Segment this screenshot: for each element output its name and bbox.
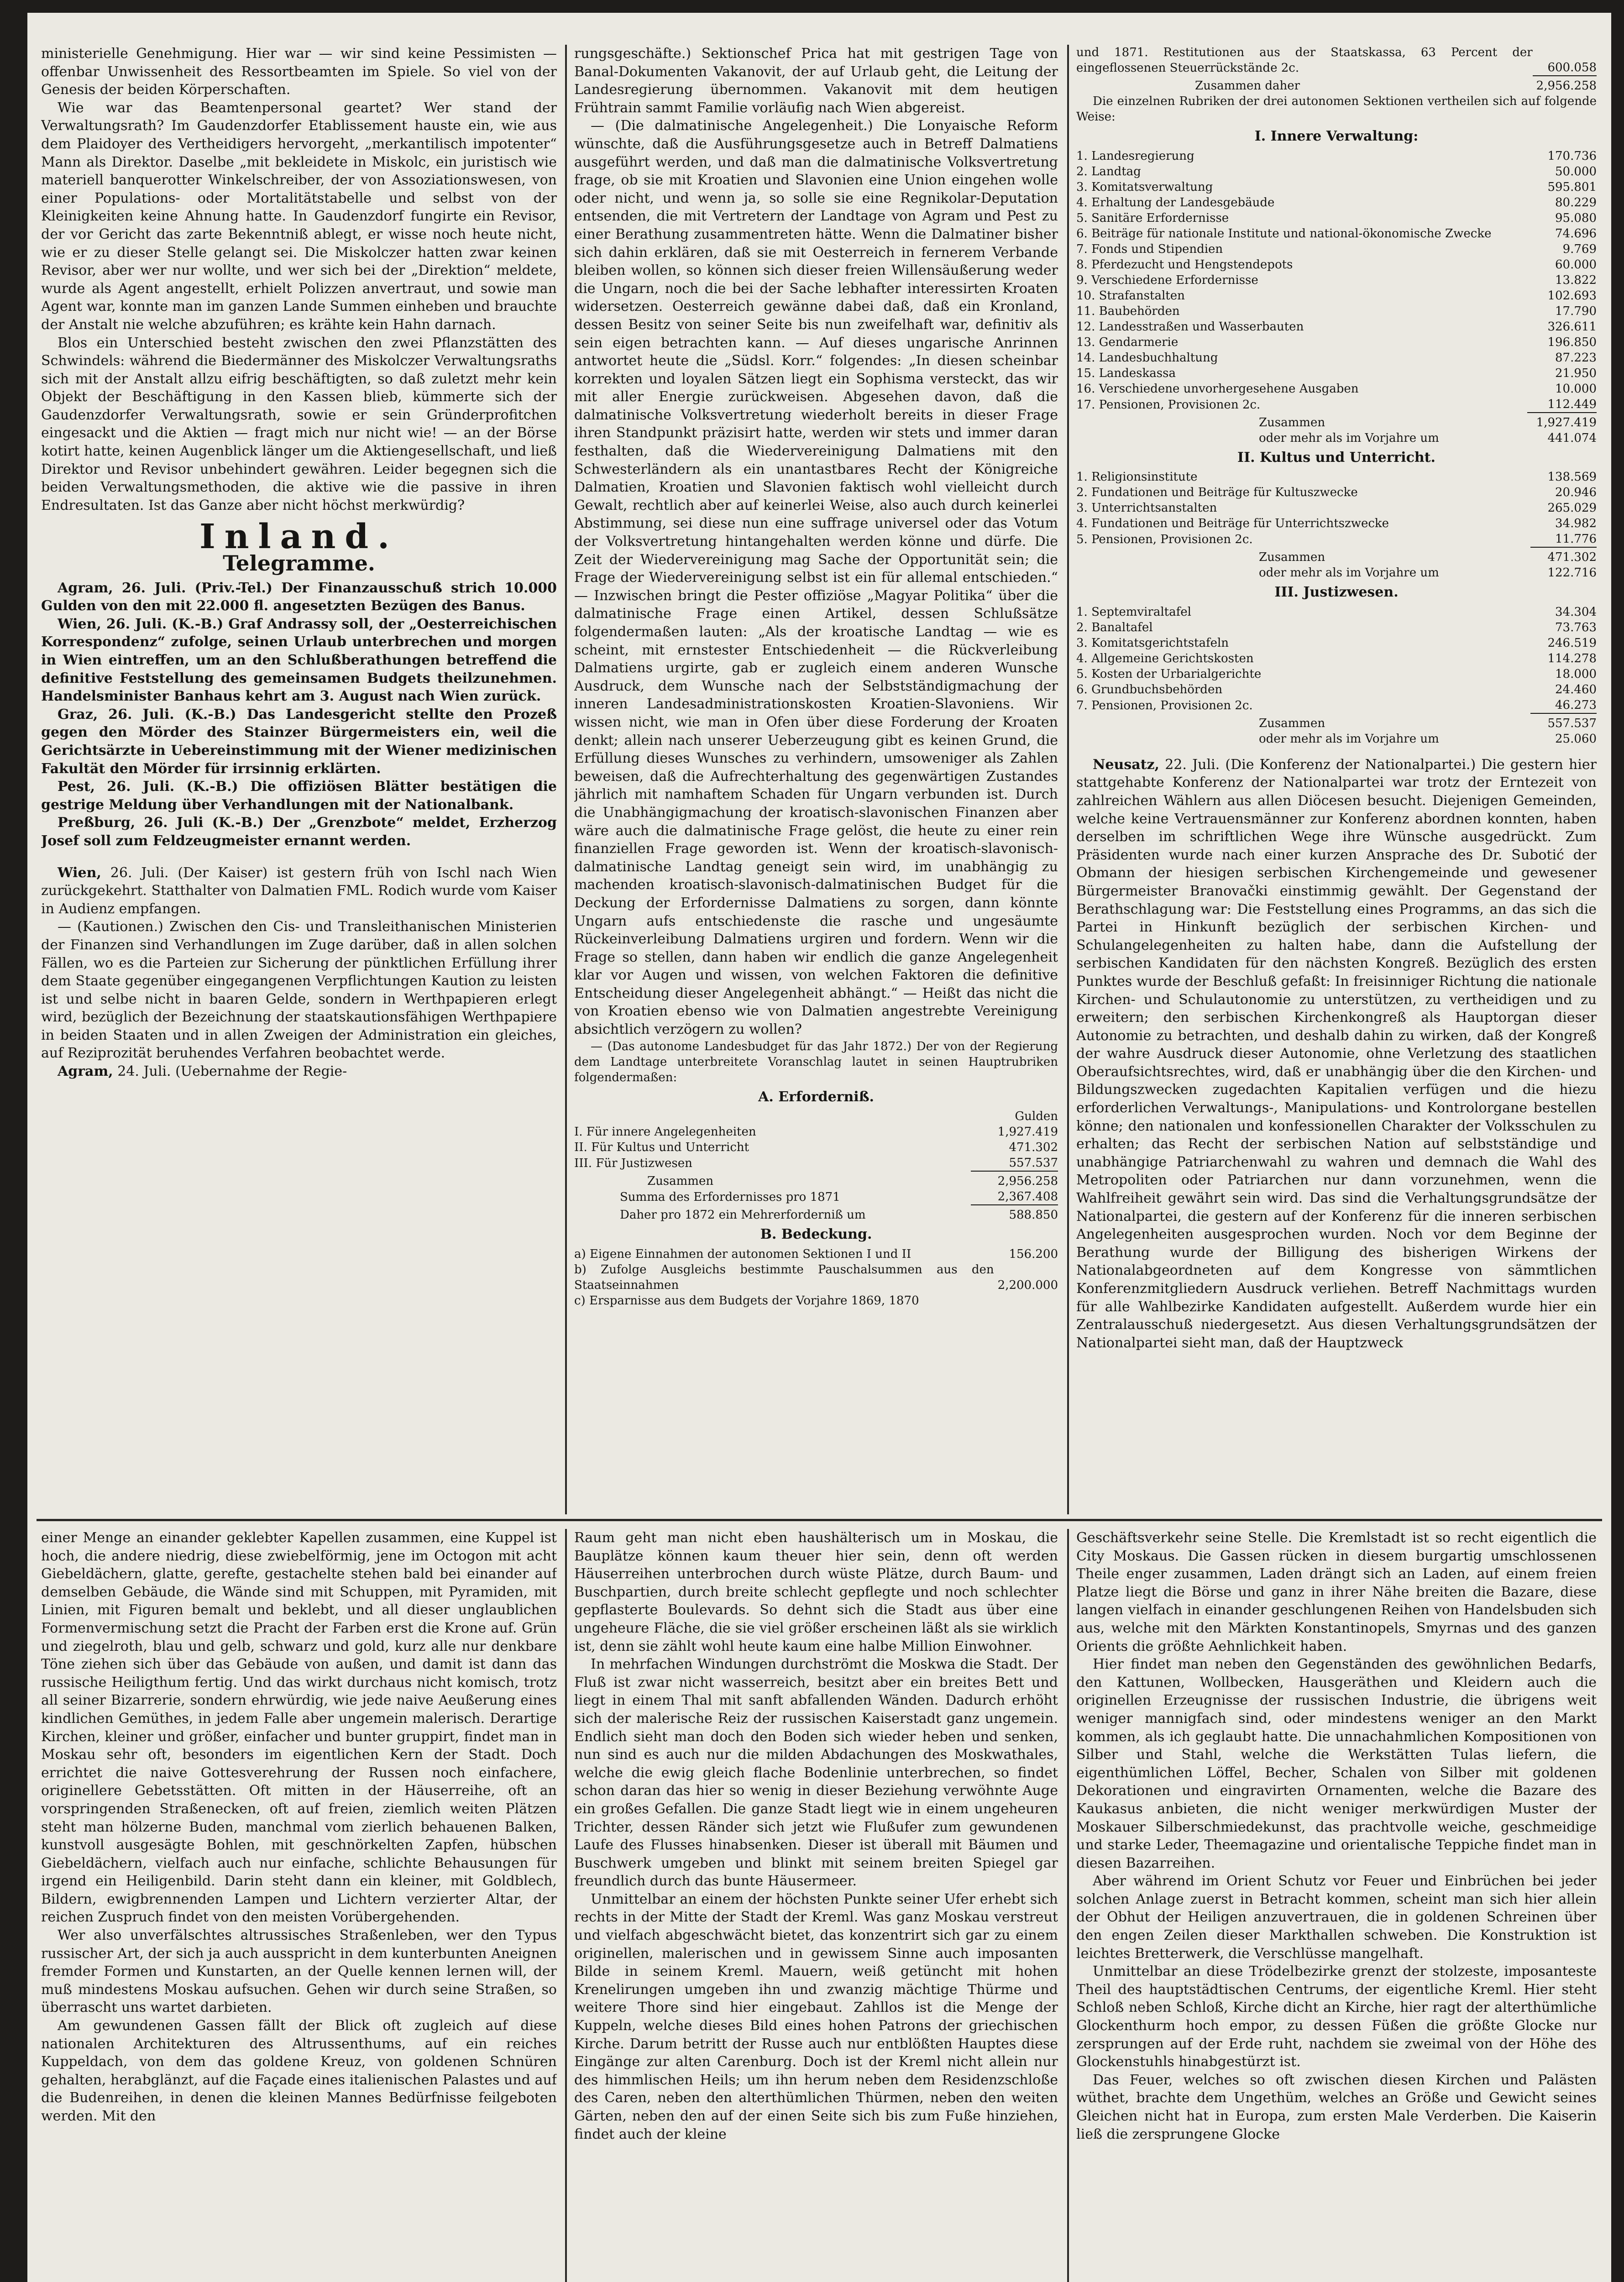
table-row: 2. Banaltafel 73.763	[1076, 620, 1597, 634]
telegram-text: 26. Juli. (K.-B.) Das Landesgericht stellte den Prozeß gegen den Mörder des Stainzer Bürgermeisters ein, weil die Gerichtsärzte in Uebereinstimmung mit der Wiener medizinischen Fakultät den Mörder für irrsinnig erklärten.	[41, 706, 557, 777]
dateline-place: Graz,	[58, 706, 98, 722]
budget-cont-table	[1076, 45, 1597, 94]
paragraph: Am gewundenen Gassen fällt der Blick oft zugleich auf diese nationalen Architekturen des Altrussenthums, auf ein reiches Kuppeldach, von dem das goldene Kreuz, von goldenen Schnüren gehalten, herabglänzt, auf die Façade eines italienischen Palastes und auf die Budenreihen, in denen die kleinen Mannes Bedürfnisse feilgeboten werden. Mit den	[41, 2018, 557, 2124]
telegram-text: 26. Juli (K.-B.) Der „Grenzbote“ meldet, Erzherzog Josef soll zum Feldzeugmeister ernannt werden.	[41, 815, 557, 849]
paragraph: — (Das autonome Landesbudget für das Jahr 1872.) Der von der Regierung dem Landtage unterbreitete Voranschlag lautet in seinen Hauptrubriken folgendermaßen:	[574, 1039, 1058, 1084]
table-row: 4. Fundationen und Beiträge für Unterrichtszwecke 34.982	[1076, 517, 1597, 531]
budget-section-1	[1076, 148, 1597, 446]
top-column-3	[1076, 45, 1597, 1514]
table-row: oder mehr als im Vorjahre um 25.060	[1259, 732, 1597, 746]
paragraph: Das Feuer, welches so oft zwischen diesen Kirchen und Palästen wüthet, brachte dem Ungethüm, welches an Größe und Gewicht seines Gleichen nicht hat in Europa, zum ersten Male Verderben. Die Kaiserin ließ die zersprungene Glocke	[1076, 2072, 1597, 2142]
paragraph: Blos ein Unterschied besteht zwischen den zwei Pflanzstätten des Schwindels: während die Biedermänner des Miskolczer Verwaltungsraths sich mit der Anstalt allzu eifrig beschäftigten, so daß zuletzt mehr kein Objekt der Beschäftigung in den Kassen blieb, kümmerte sich der Gaudenzdorfer Verwaltungsrath, sowie er sein Gründerprofitchen eingesackt und die Aktien — fragt mich nur nicht wie! — an der Börse kotirt hatte, keinen Augenblick länger um die Aktiengesellschaft, und ließ Direktor und Revisor unbehindert gewähren. Leider begegnen sich die beiden Verwaltungsmethoden, die aktive wie die passive in ihren Endresultaten. Ist das Ganze aber nicht höchst merkwürdig?	[41, 335, 557, 513]
paragraph: einer Menge an einander geklebter Kapellen zusammen, eine Kuppel ist hoch, die andere niedrig, diese zwiebelförmig, jene im Octogon mit acht Giebeldächern, glatte, gerefte, gestachelte stehen bald bei einander auf demselben Gebäude, die Wände sind mit Schuppen, mit Pyramiden, mit Linien, mit Figuren bemalt und beklebt, und all dieser unglaublichen Formenvermischung setzt die Pracht der Farben erst die Krone auf. Grün und ziegelroth, blau und gelb, schwarz und gold, kurz alle nur denkbare Töne ziehen sich über das Gebäude von außen, und damit ist dann das russische Heiligthum fertig. Und das wirkt durchaus nicht komisch, trotz all seiner Bizarrerie, sondern ehrwürdig, wie jede naive Aeußerung eines kindlichen Gemüthes, in jedem Falle aber ungemein malerisch. Derartige Kirchen, kleiner und größer, einfacher und bunter gruppirt, findet man in Moskau sehr oft, besonders im eigentlichen Kern der Stadt. Doch errichtet die naive Gottesverehrung der Russen noch einfachere, originellere Gebetsstätten. Oft mitten in der Häuserreihe, oft an vorspringenden Straßenecken, oft auf freien, ziemlich weiten Plätzen steht man hölzerne Buden, manchmal vom zierlich behauenen Balken, kunstvoll ausgesägte Bohlen, mit geschnörkelten Zapfen, hübschen Giebeldächern, vielfach auch nur einfache, schlichte Behausungen für irgend ein Heiligenbild. Darin steht dann ein kleiner, mit Goldblech, Bildern, ewigbrennenden Lampen und Lichtern verzierter Altar, der reichen Zuspruch findet von den meisten Vorübergehenden.	[41, 1530, 557, 1926]
news-text: — (Kautionen.) Zwischen den Cis- und Transleithanischen Ministerien der Finanzen sind Verhandlungen im Zuge darüber, daß in allen solchen Fällen, wo es die Parteien zur Sicherung der pünktlichen Erfüllung ihrer dem Staate gegenüber eingegangenen Verpflichtungen Kaution zu leisten ist und selbe nicht in baaren Gelde, sondern in Werthpapieren erlegt wird, bezüglich der Bezeichnung der staatskautionsfähigen Werthpapiere in beiden Staaten und in allen Zweigen der Administration ein gleiches, auf Reziprozität beruhendes Verfahren beobachtet werde.	[41, 919, 557, 1062]
table-row: 5. Pensionen, Provisionen 2c. 11.776	[1076, 532, 1597, 547]
table-row: 8. Pferdezucht und Hengstendepots 60.000	[1076, 257, 1597, 272]
paragraph: Unmittelbar an diese Trödelbezirke grenzt der stolzeste, imposanteste Theil des hauptstädtischen Centrums, der eigentliche Kreml. Hier steht Schloß neben Schloß, Kirche dicht an Kirche, hier ragt der alterthümliche Glockenthurm hoch empor, zu dessen Füßen die größte Glocke nur zersprungen auf der Erde ruht, nachdem sie zweimal von der Höhe des Glockenstuhls hinabgestürzt ist.	[1076, 1963, 1597, 2070]
paragraph: Wer also unverfälschtes altrussisches Straßenleben, wer den Typus russischer Art, der sich ja auch ausspricht in dem kunterbunten Aneignen fremder Formen und Kunstarten, an der Quelle kennen lernen will, der muß mindestens Moskau aufsuchen. Gehen wir durch seine Straßen, so überrascht uns wartet darbieten.	[41, 1927, 557, 2016]
table-row: Zusammen 2,956.258	[574, 1171, 1058, 1189]
news-text: 26. Juli. (Der Kaiser) ist gestern früh von Ischl nach Wien zurückgekehrt. Statthalter von Dalmatien FML. Rodich wurde vom Kaiser in Audienz empfangen.	[41, 864, 557, 917]
news-item	[41, 864, 557, 918]
column-divider	[565, 45, 567, 1514]
table-row: 4. Allgemeine Gerichtskosten 114.278	[1076, 651, 1597, 665]
table-row: und 1871. Restitutionen aus der Staatskassa, 63 Percent der eingeflossenen Steuerrückstände 2c. 600.058	[1076, 46, 1597, 75]
table-row: 3. Komitatsgerichtstafeln 246.519	[1076, 636, 1597, 650]
table-row: 10. Strafanstalten 102.693	[1076, 288, 1597, 303]
table-row: 6. Beiträge für nationale Institute und national-ökonomische Zwecke 74.696	[1076, 226, 1597, 241]
section-heading: III. Justizwesen.	[1274, 584, 1399, 601]
table-row: I. Für innere Angelegenheiten 1,927.419	[574, 1125, 1058, 1139]
table-row: 14. Landesbuchhaltung 87.223	[1076, 351, 1597, 365]
news-item	[41, 918, 557, 1062]
dateline-place: Pest,	[58, 779, 95, 795]
table-row: 1. Septemviraltafel 34.304	[1076, 605, 1597, 619]
paragraph: Die einzelnen Rubriken der drei autonomen Sektionen vertheilen sich auf folgende Weise:	[1076, 94, 1597, 124]
table-row: 1. Landesregierung 170.736	[1076, 149, 1597, 163]
table-row: 7. Fonds und Stipendien 9.769	[1076, 242, 1597, 256]
budget-section-2	[1076, 469, 1597, 581]
column-divider	[1067, 45, 1069, 1514]
table-row: 3. Unterrichtsanstalten 265.029	[1076, 501, 1597, 515]
section-title-inland: Inland.	[199, 517, 398, 557]
table-row: 12. Landesstraßen und Wasserbauten 326.611	[1076, 319, 1597, 334]
table-row: 9. Verschiedene Erfordernisse 13.822	[1076, 273, 1597, 287]
newspaper-page	[27, 13, 1611, 2282]
table-row: Zusammen 1,927.419	[1076, 413, 1597, 430]
telegram-item	[41, 579, 557, 615]
table-row: 6. Grundbuchsbehörden 24.460	[1076, 682, 1597, 696]
paragraph: rungsgeschäfte.) Sektionschef Prica hat mit gestrigen Tage von Banal-Dokumenten Vakanovit, der auf Urlaub geht, die Leitung der Landesregierung übernommen. Vakanovit mit dem heutigen Frühtrain sammt Familie vorläufig nach Wien abgereist.	[574, 46, 1058, 116]
telegram-text: 26. Juli. (K.-B.) Graf Andrassy soll, der „Oesterreichischen Korrespondenz“ zufolge, seinen Urlaub unterbrechen und morgen in Wien eintreffen, um an den Schlußberathungen betreffend die definitive Feststellung des gemeinsamen Budgets theilzunehmen. Handelsminister Banhaus kehrt am 3. August nach Wien zurück.	[41, 616, 557, 705]
telegrams-heading: Telegramme.	[223, 551, 375, 576]
dateline-place: Neusatz,	[1093, 756, 1159, 773]
table-row: 1. Religionsinstitute 138.569	[1076, 470, 1597, 484]
top-column-1	[41, 45, 557, 1514]
feuilleton-divider	[37, 1519, 1602, 1521]
telegram-item	[41, 706, 557, 778]
dateline-place: Preßburg,	[58, 815, 136, 831]
table-row: Zusammen 557.537	[1076, 713, 1597, 731]
news-item	[41, 1062, 557, 1081]
table-row: 16. Verschiedene unvorhergesehene Ausgaben 10.000	[1076, 382, 1597, 396]
news-item	[1076, 756, 1597, 1352]
table-row: oder mehr als im Vorjahre um 441.074	[1259, 431, 1597, 445]
column-divider	[1067, 1529, 1069, 2282]
budget-section-3	[1076, 604, 1597, 747]
paragraph: Hier findet man neben den Gegenständen des gewöhnlichen Bedarfs, den Kattunen, Wollbecken, Hausgeräthen und Kleidern auch die originellen Erzeugnisse der russischen Industrie, die übrigens weit weniger mannigfach sind, oder mindestens weniger an den Markt kommen, als ich geglaubt hatte. Die unnachahmlichen Kompositionen von Silber und Stahl, welche die Werkstätten Tulas liefern, die eigenthümlichen Löffel, Becher, Schalen von Silber mit goldenen Dekorationen und eingravirten Ornamenten, welche die Bazare des Kaukasus anbieten, die nicht weniger merkwürdigen Muster der Moskauer Silberschmiedekunst, das prachtvolle weiche, geschmeidige und starke Leder, Theemagazine und orientalische Teppiche findet man in diesen Bazarreihen.	[1076, 1656, 1597, 1871]
telegram-item	[41, 814, 557, 850]
table-row: c) Ersparnisse aus dem Budgets der Vorjahre 1869, 1870	[574, 1293, 919, 1308]
telegram-text: 26. Juli. (K.-B.) Die offiziösen Blätter bestätigen die gestrige Meldung über Verhandlungen mit der Nationalbank.	[41, 779, 557, 813]
top-column-2	[574, 45, 1058, 1514]
budget-a-table	[574, 1109, 1058, 1223]
dateline-place: Agram,	[58, 580, 113, 596]
paragraph: In mehrfachen Windungen durchströmt die Moskwa die Stadt. Der Fluß ist zwar nicht wasserreich, besitzt aber ein breites Bett und liegt in einem Thal mit sanft abfallenden Wänden. Dadurch erhöht sich der malerische Reiz der russischen Kaiserstadt ganz ungemein. Endlich sieht man doch den Boden sich wieder heben und senken, nun sind es auch nur die milden Abdachungen des Moskwathales, welche die ewig gleich flache Bodenlinie unterbrechen, so findet schon daran das hier so wenig in dieser Beziehung verwöhnte Auge ein großes Gefallen. Die ganze Stadt liegt wie in einem ungeheuren Trichter, dessen Ränder sich jetzt wie Flußufer zum gewundenen Laufe des Flusses hinabsenken. Dieser ist überall mit Bäumen und Buschwerk umgeben und blinkt mit seinem breiten Spiegel gar freundlich durch das bunte Häusermeer.	[574, 1656, 1058, 1889]
table-row: 7. Pensionen, Provisionen 2c. 46.273	[1076, 698, 1597, 712]
paragraph: Aber während im Orient Schutz vor Feuer und Einbrüchen bei jeder solchen Anlage zuerst in Betracht kommen, scheint man sich hier allein der Obhut der Heiligen anzuvertrauen, die in goldenen Schreinen über den engen Zeilen dieser Markthallen schweben. Die Konstruktion ist leichtes Bretterwerk, die Verschlüsse mangelhaft.	[1076, 1873, 1597, 1962]
bottom-column-1	[41, 1529, 557, 2282]
paragraph: Raum geht man nicht eben haushälterisch um in Moskau, die Bauplätze können kaum theuer hier sein, denn oft werden Häuserreihen unterbrochen durch wüste Plätze, durch Baum- und Buschpartien, durch breite schlecht gepflegte und noch schlechter gepflasterte Boulevards. So dehnt sich die Stadt aus über eine ungeheure Fläche, die sie viel größer erscheinen läßt als sie wirklich ist, denn sie zählt wohl heute kaum eine halbe Million Einwohner.	[574, 1530, 1058, 1654]
table-row: 4. Erhaltung der Landesgebäude 80.229	[1076, 195, 1597, 209]
dateline-place: Agram,	[58, 1063, 113, 1080]
table-row: Daher pro 1872 ein Mehrerforderniß um 588.850	[574, 1205, 1058, 1223]
table-row: a) Eigene Einnahmen der autonomen Sektionen I und II 156.200	[574, 1247, 1058, 1261]
table-row: 15. Landeskassa 21.950	[1076, 366, 1597, 380]
table-row: Summa des Erfordernisses pro 1871 2,367.408	[620, 1190, 1058, 1204]
table-row: 5. Sanitäre Erfordernisse 95.080	[1076, 211, 1597, 225]
paragraph: ministerielle Genehmigung. Hier war — wir sind keine Pessimisten — offenbar Unwissenheit des Ressortbeamten im Spiele. So viel von der Genesis der beiden Körperschaften.	[41, 46, 557, 98]
bottom-column-2	[574, 1529, 1058, 2282]
budget-b-title: B. Bedeckung.	[760, 1226, 872, 1243]
table-row: II. Für Kultus und Unterricht 471.302	[574, 1141, 1058, 1155]
table-row: 17. Pensionen, Provisionen 2c. 112.449	[1076, 397, 1597, 412]
paragraph: — (Die dalmatinische Angelegenheit.) Die Lonyaische Reform wünschte, daß die Ausführungsgesetze auch in Betreff Dalmatiens ausgeführt werden, und daß man die dalmatinische Volksvertretung frage, ob sie mit Kroatien und Slavonien eine Union eingehen wolle oder nicht, und wenn ja, so solle sie eine Regnikolar-Deputation entsenden, die mit Vertretern der Landtage von Agram und Pest zu einer Berathung zusammentreten hätte. Wenn die Dalmatiner bisher sich dahin erklären, daß sie mit Oesterreich in fernerem Verbande bleiben wollen, so können sich dieser freien Willensäußerung weder die Ungarn, noch die bei der Sache lebhafter interessirten Kroaten widersetzen. Oesterreich gewänne dabei daß, daß ein Kronland, dessen Besitz von seiner Seite bis nun zweifelhaft war, definitiv als sein eigen betrachten kann. — Auf dieses ungarische Anrinnen antwortet heute die „Südsl. Korr.“ folgendes: „In diesen scheinbar korrekten und loyalen Sätzen liegt ein Sophisma versteckt, das wir mit aller Energie zurückweisen. Abgesehen davon, daß die dalmatinische Volksvertretung wiederholt bereits in dieser Frage ihren Standpunkt präzisirt hatte, werden wir stets und immer daran festhalten, daß die Wiedervereinigung Dalmatiens mit den Schwesterländern als ein unantastbares Recht der Königreiche Dalmatien, Kroatien und Slavonien faktisch wohl vielleicht durch Gewalt, rechtlich aber auf keinerlei Weise, also auch durch keinerlei Abstimmung, sei diese nun eine suffrage universel oder das Votum der Volksvertretung hintangehalten werden könne und dürfe. Die Zeit der Wiedervereinigung mag Sache der Opportunität sein; die Frage der Wiedervereinigung selbst ist ein für allemal entschieden.“ — Inzwischen bringt die Pester offiziöse „Magyar Politika“ über die dalmatinische Frage einen Artikel, dessen Schlußsätze folgendermaßen lauten: „Als der kroatische Landtag — wie es scheint, mit ernstester Entschiedenheit — die Rückverleibung Dalmatiens urgirte, gab er zugleich einem anderen Wunsche Ausdruck, dem Wunsche nach der Selbstständigmachung der inneren Landesadministrationskosten Kroatien-Slavoniens. Wir wissen nicht, wie man in Ofen über diese Forderung der Kroaten denkt; allein nach unserer Ueberzeugung gibt es keinen Grund, die Erfüllung dieses Wunsches zu verhindern, umsoweniger als Zahlen beweisen, daß die Aufrechterhaltung des gegenwärtigen Zustandes jährlich mit namhaftem Schaden für Ungarn verbunden ist. Durch die Unabhängigmachung der kroatisch-slavonischen Finanzen aber wäre auch die dalmatinische Frage gelöst, die heute zu einer rein finanziellen Frage geworden ist. Wenn der kroatisch-slavonisch-dalmatinische Landtag geneigt sein wird, im unabhängig zu machenden kroatisch-slavonisch-dalmatinischen Budget für die Deckung der Erfordernisse Dalmatiens zu sorgen, dann könnte Ungarn aufs entschiedenste die rasche und ungesäumte Rückeinverleibung Dalmatiens urgiren und fordern. Wenn wir die Frage so stellen, dann haben wir endlich die ganze Angelegenheit klar vor Augen und wissen, von welchen Faktoren die definitive Entscheidung dieser Angelegenheit abhängt.“ — Heißt das nicht die von Kroatien ebenso wie von Dalmatien angestrebte Vereinigung absichtlich verzögern zu wollen?	[574, 118, 1058, 1038]
table-row: 5. Kosten der Urbarialgerichte 18.000	[1076, 667, 1597, 681]
table-row: Zusammen daher 2,956.258	[1076, 76, 1597, 94]
section-heading: II. Kultus und Unterricht.	[1237, 449, 1435, 466]
table-row: 11. Baubehörden 17.790	[1076, 304, 1597, 318]
budget-b-table	[574, 1246, 1058, 1308]
table-row: 2. Landtag 50.000	[1076, 164, 1597, 178]
table-row: b) Zufolge Ausgleichs bestimmte Pauschalsummen aus den Staatseinnahmen 2,200.000	[574, 1262, 1058, 1292]
telegram-item	[41, 615, 557, 706]
section-heading: I. Innere Verwaltung:	[1254, 128, 1419, 144]
telegram-list	[41, 579, 557, 850]
paragraph: Geschäftsverkehr seine Stelle. Die Kremlstadt ist so recht eigentlich die City Moskaus. Die Gassen rücken in diesem burgartig umschlossenen Theile enger zusammen, Laden drängt sich an Laden, auf einem freien Platze liegt die Börse und ganz in ihrer Nähe breiten die Bazare, diese langen vielfach in einander geschlungenen Reihen von Handelsbuden sich aus, welche mit den Märkten Konstantinopels, Smyrnas und des ganzen Orients die größte Aehnlichkeit haben.	[1076, 1530, 1597, 1654]
column-divider	[565, 1529, 567, 2282]
table-row: III. Für Justizwesen 557.537	[574, 1156, 1058, 1171]
table-row: 13. Gendarmerie 196.850	[1076, 335, 1597, 349]
telegram-text: 26. Juli. (Priv.-Tel.) Der Finanzausschuß strich 10.000 Gulden von den mit 22.000 fl. angesetzten Bezügen des Banus.	[41, 580, 557, 614]
news-text: 22. Juli. (Die Konferenz der Nationalpartei.) Die gestern hier stattgehabte Konferenz der Nationalpartei war trotz der Erntezeit von zahlreichen Wählern aus allen Diöcesen besucht. Diejenigen Gemeinden, welche keine Vertrauensmänner zur Konferenz abordnen konnten, haben derselben im schriftlichen Wege ihre Wünsche ausgedrückt. Zum Präsidenten wurde nach einer kurzen Ansprache des Dr. Subotić der Obmann der hiesigen serbischen Kirchengemeinde und gewesener Bürgermeister Branovački einstimmig gewählt. Der Gegenstand der Berathschlagung war: Die Feststellung eines Programms, an das sich die Partei in Hinkunft bezüglich der serbischen Kirchen- und Schulangelegenheiten zu halten habe, dann die Aufstellung der serbischen Kandidaten für den nächsten Kongreß. Bezüglich des ersten Punktes wurde der Beschluß gefaßt: In freisinniger Richtung die nationale Kirchen- und Schulautonomie zu unterstützen, zu vertheidigen und zu erweitern; den serbischen Kirchenkongreß als Hauptorgan dieser Autonomie zu betrachten, und deshalb dahin zu wirken, daß der Kongreß der wahre Ausdruck dieser Autonomie, ohne Verletzung des staatlichen Oberaufsichtsrechtes, wird, daß er unabhängig über die den Kirchen- und Bildungszwecken zugedachten Kapitalien verfügen und die hiezu erforderlichen Verwaltungs-, Manipulations- und Kontrolorgane bestellen könne; den nationalen und konfessionellen Charakter der Volksschulen zu erhalten; das Recht der serbischen Nation auf selbstständige und unabhängige Patriarchenwahl zu wahren und demnach die Wahl des Metropoliten oder Patriarchen nur dann vorzunehmen, wenn die Wahlfreiheit gewährt sein wird. Das sind die Verhaltungsgrundsätze der Nationalpartei, die gestern auf der Konferenz für die inneren serbischen Angelegenheiten ausgesprochen wurden. Noch vor dem Beginne der Berathung wurde der Billigung des bisherigen Wirkens der Nationalabgeordneten auf dem Kongresse von sämmtlichen Konferenzmitgliedern Ausdruck verliehen. Betreff Nachmittags wurden für alle Wahlbezirke Kandidaten aufgestellt. Außerdem wurde hier ein Zentralausschuß niedergesetzt. Aus diesen Verhaltungsgrundsätzen der Nationalpartei sieht man, daß der Hauptzweck	[1076, 756, 1597, 1351]
table-row: oder mehr als im Vorjahre um 122.716	[1259, 566, 1597, 580]
bottom-column-3	[1076, 1529, 1597, 2282]
table-row: Zusammen 471.302	[1076, 547, 1597, 565]
telegram-item	[41, 778, 557, 814]
paragraph: Wie war das Beamtenpersonal geartet? Wer stand der Verwaltungsrath? Im Gaudenzdorfer Etablissement hauste ein, wie aus dem Plaidoyer des Vertheidigers hervorgeht, „merkantilisch impotenter“ Mann als Direktor. Daselbe „mit bekleidete in Miskolc, ein juristisch wie materiell banquerotter Winkelschreiber, der von Assoziationswesen, von einer Populations- oder Mortalitätstabelle und selbst von der Kleinigkeiten keine Ahnung hatte. In Gaudenzdorf fungirte ein Revisor, der vor Gericht das zarte Bekenntniß ablegt, er wisse noch heute nicht, wie er zu dieser Stelle gelangt sei. Die Miskolczer hatten zwar keinen Revisor, aber wer nur wollte, und wer sich bei der „Direktion“ meldete, wurde als Agent angestellt, erhielt Polizzen anvertraut, und sowie man Agent war, konnte man im ganzen Lande Summen einheben und brauchte der Anstalt nie welche abzuführen; es krähte kein Hahn darnach.	[41, 99, 557, 333]
table-row: 3. Komitatsverwaltung 595.801	[1076, 180, 1597, 194]
dateline-place: Wien,	[58, 616, 101, 632]
budget-a-title: A. Erforderniß.	[758, 1089, 874, 1105]
paragraph: Unmittelbar an einem der höchsten Punkte seiner Ufer erhebt sich rechts in der Mitte der Stadt der Kreml. Was ganz Moskau verstreut und vielfach abgeschwächt bietet, das konzentrirt sich gar zu einem originellen, malerischen und in gewissem Sinne auch imposanten Bilde in seinem Kreml. Mauern, weiß getüncht mit hohen Krenelirungen umgeben ihn und zwanzig mächtige Thürme und weitere Thore sind hier eingebaut. Zahllos ist die Menge der Kuppeln, welche dieses Bild eines hohen Patrons der griechischen Kirche. Darum betritt der Russe auch nur entblößten Hauptes diese Eingänge zur alten Carenburg. Doch ist der Kreml nicht allein nur des himmlischen Heils; um ihn herum neben dem Residenzschloße des Caren, neben den alterthümlichen Thürmen, neben den weiten Gärten, neben den auf der einen Seite sich bis zum Fuße hinziehen, findet auch der kleine	[574, 1891, 1058, 2142]
unit-label: Gulden	[1015, 1110, 1058, 1124]
news-text: 24. Juli. (Uebernahme der Regie-	[117, 1063, 347, 1080]
table-row: 2. Fundationen und Beiträge für Kultuszwecke 20.946	[1076, 486, 1597, 500]
dateline-place: Wien,	[58, 864, 101, 881]
